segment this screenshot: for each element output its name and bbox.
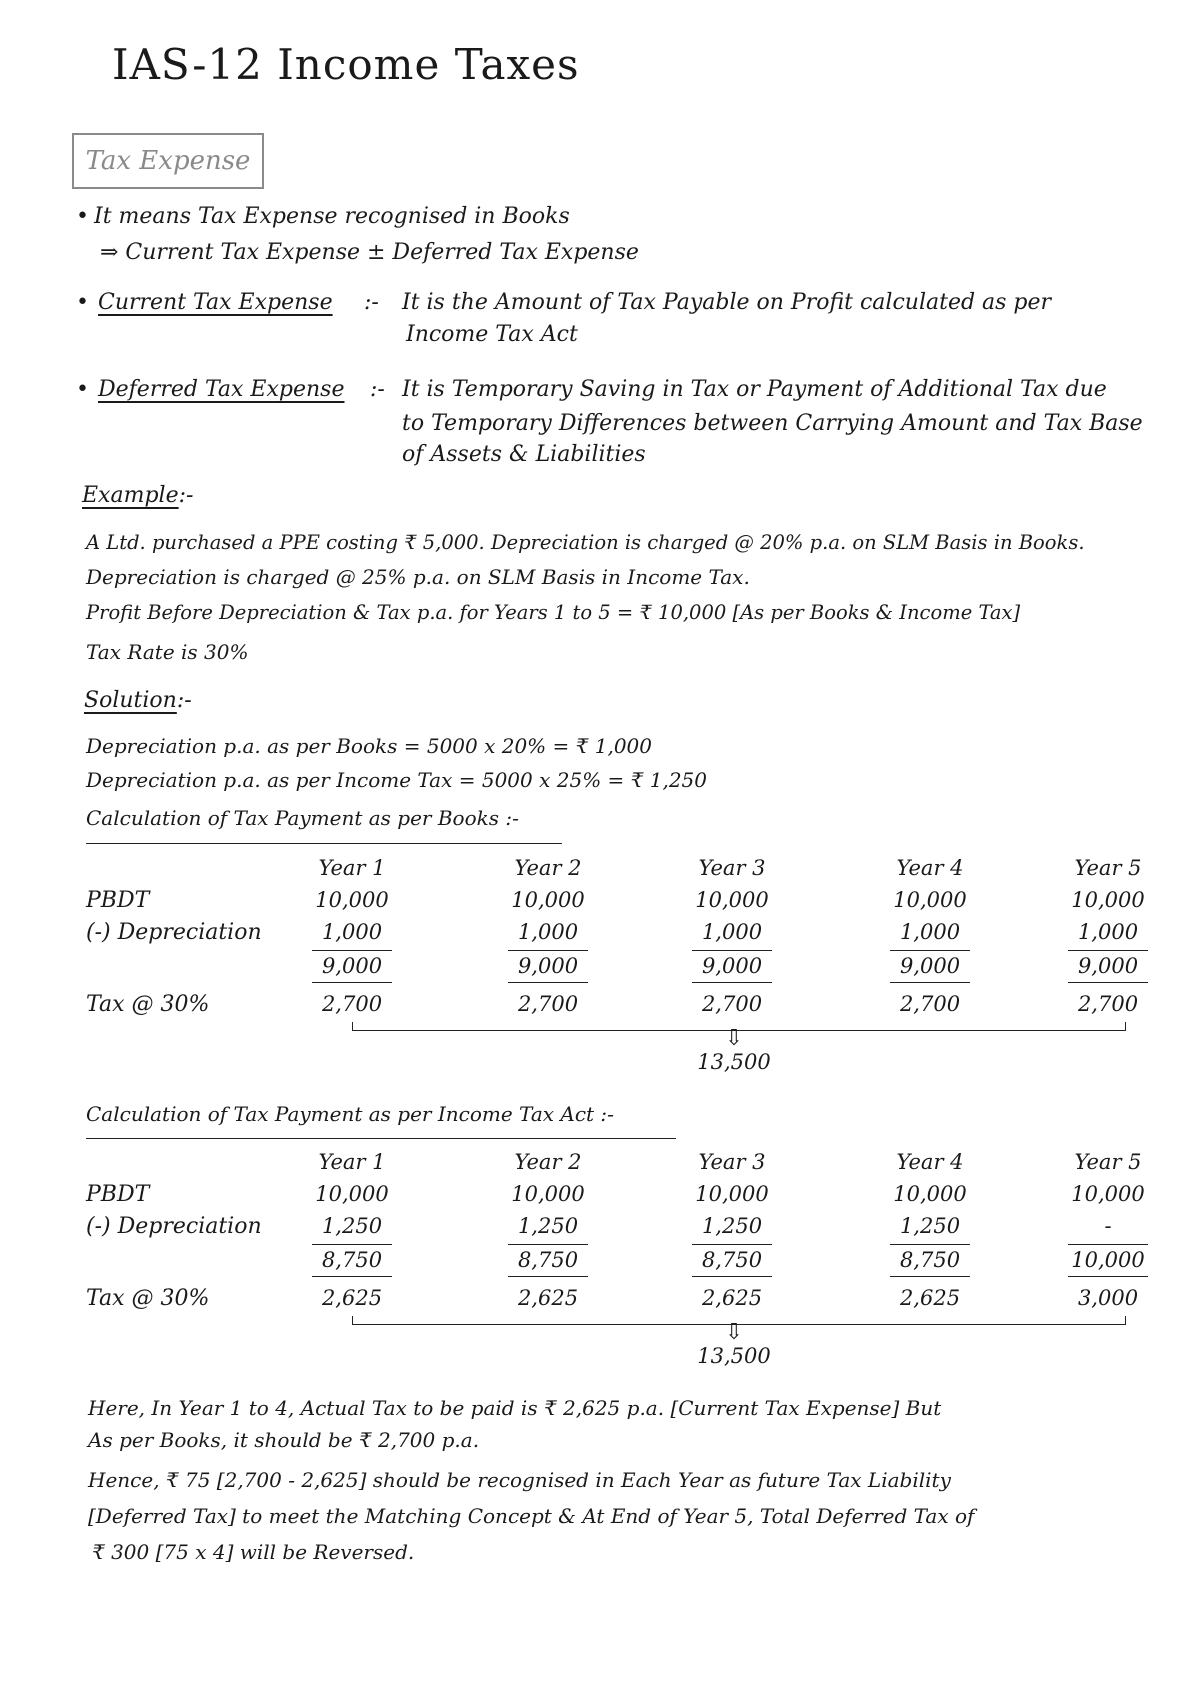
subtotal-rule [1068,982,1148,983]
subtotal-rule [508,982,588,983]
pbdt-cell: 10,000 [315,1182,389,1206]
pbdt-cell: 10,000 [315,888,389,912]
profit-cell: 9,000 [321,954,383,978]
profit-cell: 8,750 [701,1248,763,1272]
row-label: (-) Depreciation [86,920,262,945]
profit-cell: 10,000 [1071,1248,1145,1272]
heading-separator: :- [178,483,194,508]
depreciation-cell: 1,250 [899,1214,961,1238]
profit-cell: 9,000 [701,954,763,978]
total-value: 13,500 [697,1344,771,1368]
term-deferred-tax-expense: Deferred Tax Expense [98,377,345,402]
year-header: Year 5 [1074,1150,1142,1174]
current-tax-definition-line-1: It is the Amount of Tax Payable on Profit calculated as per [402,290,1052,315]
tax-cell: 2,625 [701,1286,763,1310]
tax-cell: 3,000 [1077,1286,1139,1310]
subtotal-rule [890,1244,970,1245]
subtotal-rule [508,1244,588,1245]
year-header: Year 4 [896,856,964,880]
subtotal-rule [1068,1244,1148,1245]
depreciation-cell: 1,000 [899,920,961,944]
page-title: IAS-12 Income Taxes [112,40,580,89]
deferred-tax-definition-line-3: of Assets & Liabilities [402,442,646,467]
example-heading: Example [82,483,179,508]
year-header: Year 4 [896,1150,964,1174]
conclusion-line-1: Here, In Year 1 to 4, Actual Tax to be paid is ₹ 2,625 p.a. [Current Tax Expense] But [88,1396,942,1420]
subtotal-rule [508,1276,588,1277]
profit-cell: 9,000 [899,954,961,978]
depreciation-cell: 1,000 [517,920,579,944]
total-arrow: ⇩ [724,1320,744,1345]
subtotal-rule [312,1276,392,1277]
pbdt-cell: 10,000 [1071,1182,1145,1206]
profit-cell: 8,750 [517,1248,579,1272]
subtotal-rule [692,982,772,983]
table-tax-heading: Calculation of Tax Payment as per Income Tax Act :- [86,1102,614,1126]
example-line-2: Depreciation is charged @ 25% p.a. on SLM Basis in Income Tax. [86,565,750,589]
pbdt-cell: 10,000 [1071,888,1145,912]
conclusion-line-5: ₹ 300 [75 x 4] will be Reversed. [92,1540,415,1564]
subtotal-rule [312,1244,392,1245]
row-label: Tax @ 30% [86,992,210,1017]
subtotal-rule [312,950,392,951]
table-books-heading-underline [86,843,562,844]
deferred-tax-definition-line-1: It is Temporary Saving in Tax or Payment of Additional Tax due [402,377,1107,402]
bullet-dot: • [76,204,89,229]
subtotal-rule [312,982,392,983]
solution-line-2: Depreciation p.a. as per Income Tax = 5000 x 25% = ₹ 1,250 [86,768,708,792]
deferred-tax-definition-line-2: to Temporary Differences between Carrying Amount and Tax Base [402,411,1143,436]
pbdt-cell: 10,000 [695,1182,769,1206]
subtotal-rule [508,950,588,951]
pbdt-cell: 10,000 [695,888,769,912]
subtotal-rule [692,1276,772,1277]
tax-cell: 2,700 [1077,992,1139,1016]
year-header: Year 2 [514,856,582,880]
pbdt-cell: 10,000 [893,1182,967,1206]
profit-cell: 8,750 [321,1248,383,1272]
year-header: Year 1 [318,1150,386,1174]
section-heading-tax-expense: Tax Expense [72,133,264,189]
subtotal-rule [692,950,772,951]
year-header: Year 1 [318,856,386,880]
solution-heading-row [84,688,192,713]
year-header: Year 2 [514,1150,582,1174]
tax-cell: 2,700 [899,992,961,1016]
example-heading-row [82,483,193,508]
tax-cell: 2,625 [321,1286,383,1310]
subtotal-rule [890,1276,970,1277]
bullet-tax-expense-formula: ⇒ Current Tax Expense ± Deferred Tax Expense [100,240,639,265]
example-line-1: A Ltd. purchased a PPE costing ₹ 5,000. Depreciation is charged @ 20% p.a. on SLM Basis in Books. [86,531,1085,554]
depreciation-cell: 1,250 [701,1214,763,1238]
row-label: PBDT [86,1182,150,1207]
conclusion-line-2: As per Books, it should be ₹ 2,700 p.a. [88,1428,480,1452]
term-separator: :- [370,377,385,402]
tax-cell: 2,625 [899,1286,961,1310]
pbdt-cell: 10,000 [511,888,585,912]
total-arrow: ⇩ [724,1026,744,1051]
pbdt-cell: 10,000 [893,888,967,912]
year-header: Year 3 [698,1150,766,1174]
bullet-dot: • [76,377,89,402]
example-line-3: Profit Before Depreciation & Tax p.a. for Years 1 to 5 = ₹ 10,000 [As per Books & Income Tax] [86,601,1021,624]
heading-separator: :- [176,688,192,713]
current-tax-definition-line-2: Income Tax Act [406,322,578,347]
depreciation-cell: 1,000 [701,920,763,944]
total-value: 13,500 [697,1050,771,1074]
depreciation-cell: - [1104,1214,1112,1238]
solution-heading: Solution [84,688,177,713]
profit-cell: 9,000 [1077,954,1139,978]
year-header: Year 3 [698,856,766,880]
subtotal-rule [1068,1276,1148,1277]
depreciation-cell: 1,000 [321,920,383,944]
tax-cell: 2,700 [321,992,383,1016]
depreciation-cell: 1,000 [1077,920,1139,944]
subtotal-rule [692,1244,772,1245]
subtotal-rule [1068,950,1148,951]
depreciation-cell: 1,250 [321,1214,383,1238]
tax-cell: 2,700 [701,992,763,1016]
row-label: (-) Depreciation [86,1214,262,1239]
example-line-4: Tax Rate is 30% [86,640,249,664]
pbdt-cell: 10,000 [511,1182,585,1206]
conclusion-line-3: Hence, ₹ 75 [2,700 - 2,625] should be recognised in Each Year as future Tax Liability [88,1468,951,1492]
subtotal-rule [890,982,970,983]
table-books-heading: Calculation of Tax Payment as per Books :- [86,806,519,830]
depreciation-cell: 1,250 [517,1214,579,1238]
solution-line-1: Depreciation p.a. as per Books = 5000 x 20% = ₹ 1,000 [86,734,652,758]
profit-cell: 9,000 [517,954,579,978]
bullet-tax-expense-meaning: It means Tax Expense recognised in Books [94,204,570,229]
conclusion-line-4: [Deferred Tax] to meet the Matching Concept & At End of Year 5, Total Deferred Tax of [88,1504,975,1528]
term-current-tax-expense: Current Tax Expense [98,290,333,315]
row-label: Tax @ 30% [86,1286,210,1311]
tax-cell: 2,625 [517,1286,579,1310]
year-header: Year 5 [1074,856,1142,880]
bullet-dot: • [76,290,89,315]
row-label: PBDT [86,888,150,913]
term-separator: :- [364,290,379,315]
subtotal-rule [890,950,970,951]
tax-cell: 2,700 [517,992,579,1016]
profit-cell: 8,750 [899,1248,961,1272]
table-tax-heading-underline [86,1138,676,1139]
